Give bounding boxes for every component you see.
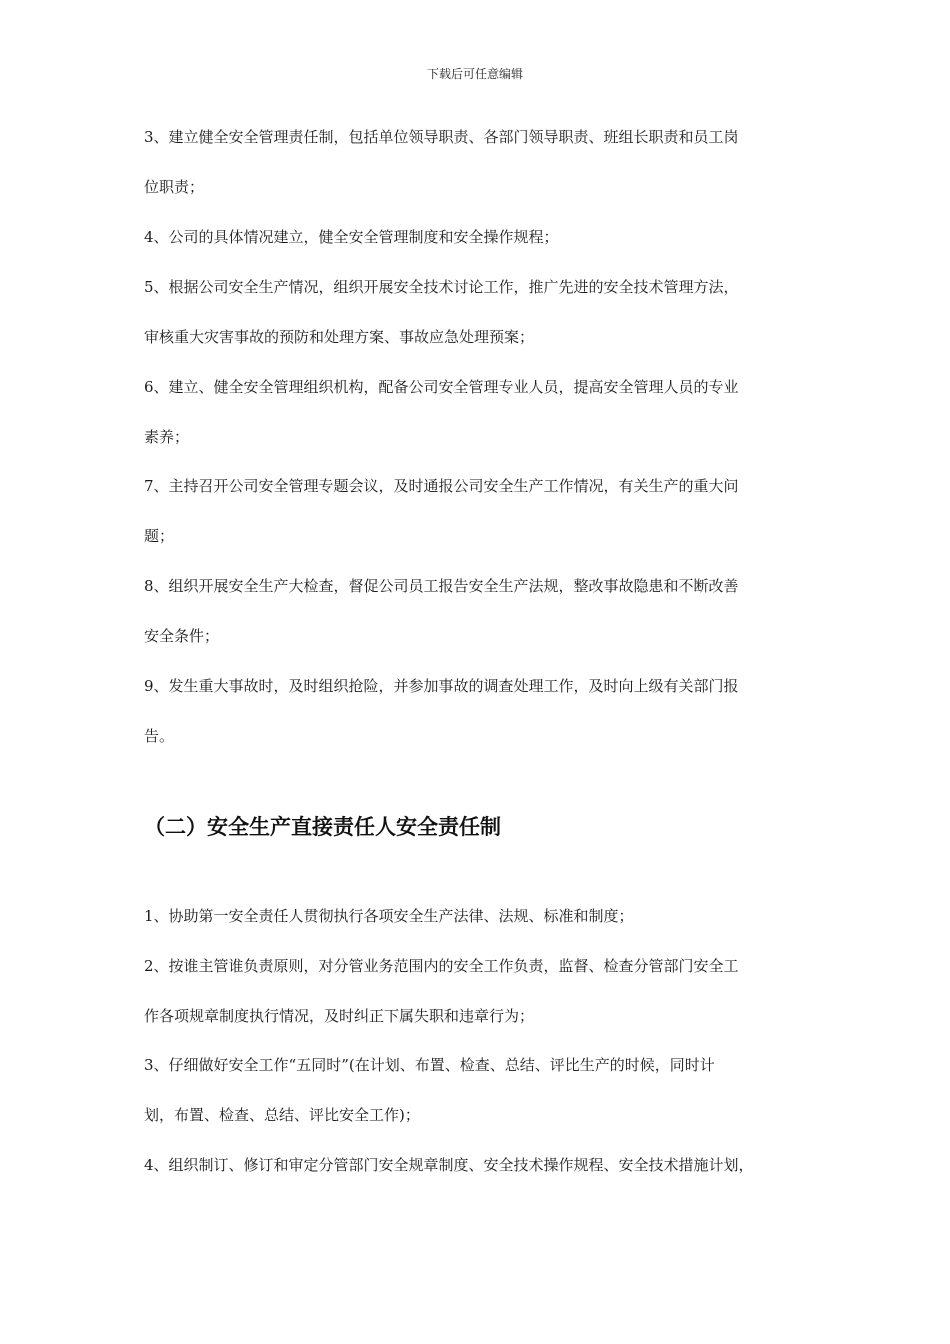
paragraph-line: 9、发生重大事故时，及时组织抢险，并参加事故的调查处理工作，及时向上级有关部门报	[144, 677, 739, 695]
paragraph-line: 3、仔细做好安全工作“五同时”(在计划、布置、检查、总结、评比生产的时候，同时计	[144, 1056, 715, 1074]
paragraph-line: 位职责；	[144, 178, 205, 196]
paragraph-line: 作各项规章制度执行情况，及时纠正下属失职和违章行为；	[144, 1007, 535, 1025]
paragraph-line: 8、组织开展安全生产大检查，督促公司员工报告安全生产法规，整改事故隐患和不断改善	[144, 577, 739, 595]
section-heading: （二）安全生产直接责任人安全责任制	[144, 815, 501, 839]
paragraph-line: 4、公司的具体情况建立，健全安全管理制度和安全操作规程；	[144, 228, 559, 246]
paragraph-line: 告。	[144, 727, 175, 745]
paragraph-line: 6、建立、健全安全管理组织机构，配备公司安全管理专业人员，提高安全管理人员的专业	[144, 378, 739, 396]
paragraph-line: 题；	[144, 527, 175, 545]
paragraph-line: 5、根据公司安全生产情况，组织开展安全技术讨论工作，推广先进的安全技术管理方法，	[144, 278, 739, 296]
paragraph-line: 7、主持召开公司安全管理专题会议，及时通报公司安全生产工作情况，有关生产的重大问	[144, 477, 739, 495]
paragraph-line: 素养；	[144, 428, 190, 446]
paragraph-line: 划，布置、检查、总结、评比安全工作)；	[144, 1106, 420, 1124]
paragraph-line: 4、组织制订、修订和审定分管部门安全规章制度、安全技术操作规程、安全技术措施计划，	[144, 1156, 754, 1174]
paragraph-line: 2、按谁主管谁负责原则，对分管业务范围内的安全工作负责，监督、检查分管部门安全工	[144, 957, 739, 975]
page-header: 下载后可任意编辑	[426, 67, 523, 81]
paragraph-line: 审核重大灾害事故的预防和处理方案、事故应急处理预案；	[144, 328, 535, 346]
paragraph-line: 1、协助第一安全责任人贯彻执行各项安全生产法律、法规、标准和制度；	[144, 907, 634, 925]
paragraph-line: 安全条件；	[144, 627, 220, 645]
paragraph-line: 3、建立健全安全管理责任制，包括单位领导职责、各部门领导职责、班组长职责和员工岗	[144, 128, 739, 146]
